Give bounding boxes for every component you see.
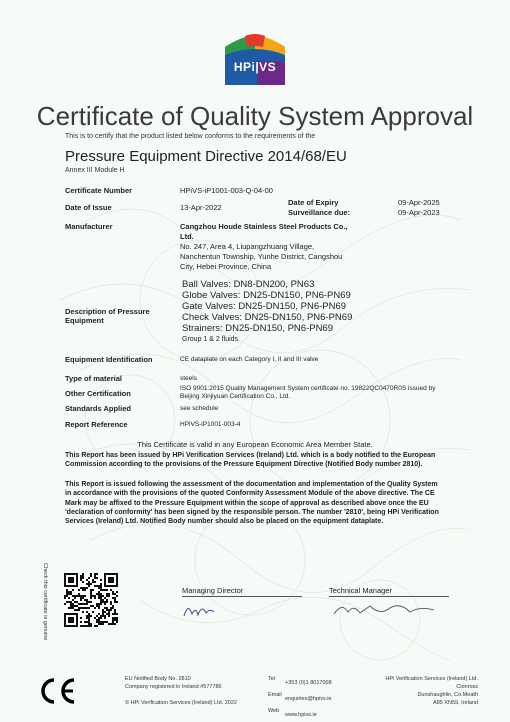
type-of-material-value: steels	[180, 375, 197, 382]
manufacturer-address: No. 247, Area 4, Liupangzhuang Village, Nanchentun Township, Yunhe District, Cangshou City, Hebei Province, China	[180, 242, 343, 271]
hpivs-logo	[225, 27, 285, 85]
svg-text:Check this certificate is genu: Check this certificate is genuine	[42, 563, 48, 641]
surveillance-due-value: 09-Apr-2023	[398, 208, 440, 217]
date-of-expiry-value: 09-Apr-2025	[398, 198, 440, 207]
logo-text: HPi|VS	[233, 60, 277, 74]
web-label: Web	[268, 708, 280, 714]
footer-contact	[285, 679, 332, 719]
managing-director-signature	[180, 598, 220, 622]
equipment-identification-value: CE dataplate on each Category I, II and III valve	[180, 356, 319, 363]
validity-statement: This Certificate is valid in any European Economic Area Member State.	[137, 440, 373, 449]
assessment-paragraph: This Report is issued following the assessment of the documentation and implementation of the Quality System in accordance with the provisions of the quoted Conformity Assessment Module of the above directive. The CE Mark may be affixed to the Pressure Equipment within the scope of approval as described above once the EU 'declaration of conformity' has been signed by the responsible person. The number '2810', being HPi Verification Services (Ireland) Ltd. Notified Body number should also be placed on the equipment dataplate.	[65, 481, 439, 526]
other-certification-value-line2: Beijing Xinjiyuan Certification Co., Ltd.	[180, 393, 291, 400]
description-line: Strainers: DN25-DN150, PN6-PN69	[182, 323, 334, 334]
manufacturer-block	[180, 222, 355, 272]
footer-left	[125, 675, 237, 707]
ce-mark	[36, 677, 76, 705]
manufacturer-label: Manufacturer	[65, 222, 113, 231]
verify-link[interactable]	[37, 563, 47, 658]
description-list	[182, 279, 352, 345]
description-group: Group 1 & 2 fluids	[182, 336, 239, 343]
manufacturer-name: Cangzhou Houde Stainless Steel Products Co., Ltd.	[180, 222, 348, 241]
other-certification-label: Other Certification	[65, 389, 131, 398]
standards-applied-label: Standards Applied	[65, 404, 131, 413]
description-label-line1: Description of Pressure	[65, 307, 150, 316]
description-label-line2: Equipment	[65, 316, 104, 325]
notified-body-number: EU Notified Body No. 2810	[125, 676, 191, 682]
description-line: Check Valves: DN25-DN150, PN6-PN69	[182, 312, 353, 323]
qr-code[interactable]	[64, 573, 118, 627]
address-line: A85 XN59, Ireland	[433, 700, 478, 706]
annex-text: Annex III Module H	[65, 167, 125, 174]
date-of-issue-label: Date of Issue	[65, 203, 112, 212]
address-line: HPi Verification Services (Ireland) Ltd.	[385, 676, 478, 682]
address-line: Clonross	[456, 684, 478, 690]
footer-address	[372, 675, 478, 707]
copyright: © HPi Verification Services (Ireland) Ltd. 2022	[125, 700, 237, 706]
equipment-identification-label: Equipment Identification	[65, 355, 153, 364]
intro-text: This is to certify that the product listed below conforms to the requirements of the	[65, 133, 316, 140]
date-of-expiry-label: Date of Expiry	[288, 198, 339, 207]
certificate-number-label: Certificate Number	[65, 186, 133, 195]
type-of-material-label: Type of material	[65, 374, 122, 383]
telephone: +353 (0)1 8017008	[285, 680, 332, 686]
other-certification-value-line1: ISO 9001:2015 Quality Management System certificate no. 19822QC0470R0S issued by	[180, 385, 436, 392]
certificate-number-value: HPiVS-iP1001-003-Q-04-00	[180, 186, 273, 195]
description-line: Ball Valves: DN8-DN200, PN63	[182, 279, 315, 290]
technical-manager-signature	[330, 598, 440, 620]
technical-manager-line	[329, 596, 449, 597]
description-line: Globe Valves: DN25-DN150, PN6-PN69	[182, 290, 351, 301]
report-reference-label: Report Reference	[65, 420, 128, 429]
address-line: Dunshaughlin, Co.Meath	[417, 692, 478, 698]
standards-applied-value: see schedule	[180, 405, 219, 412]
technical-manager-label: Technical Manager	[329, 586, 392, 595]
report-reference-value: HPiVS-iP1001-003-4	[180, 421, 241, 428]
managing-director-line	[182, 596, 302, 597]
email-label: Email	[268, 692, 282, 698]
email-link[interactable]: enquiries@hpivs.ie	[285, 696, 332, 702]
managing-director-label: Managing Director	[182, 586, 244, 595]
description-line: Gate Valves: DN25-DN150, PN6-PN69	[182, 301, 347, 312]
notified-body-paragraph: This Report has been issued by HPi Verification Services (Ireland) Ltd. which is a body notified to the European Commission according to the provisions of the Pressure Equipment Directive (Notified Body number 2810).	[65, 452, 436, 469]
directive-title: Pressure Equipment Directive 2014/68/EU	[65, 148, 347, 165]
date-of-issue-value: 13-Apr-2022	[180, 203, 222, 212]
website-link[interactable]: www.hpivs.ie	[285, 712, 317, 718]
footer-contact-labels	[268, 675, 282, 715]
company-registration: Company registered in Ireland #577786	[125, 684, 222, 690]
surveillance-due-label: Surveillance due:	[288, 208, 351, 217]
tel-label: Tel	[268, 676, 276, 682]
certificate-title: Certificate of Quality System Approval	[36, 101, 474, 131]
